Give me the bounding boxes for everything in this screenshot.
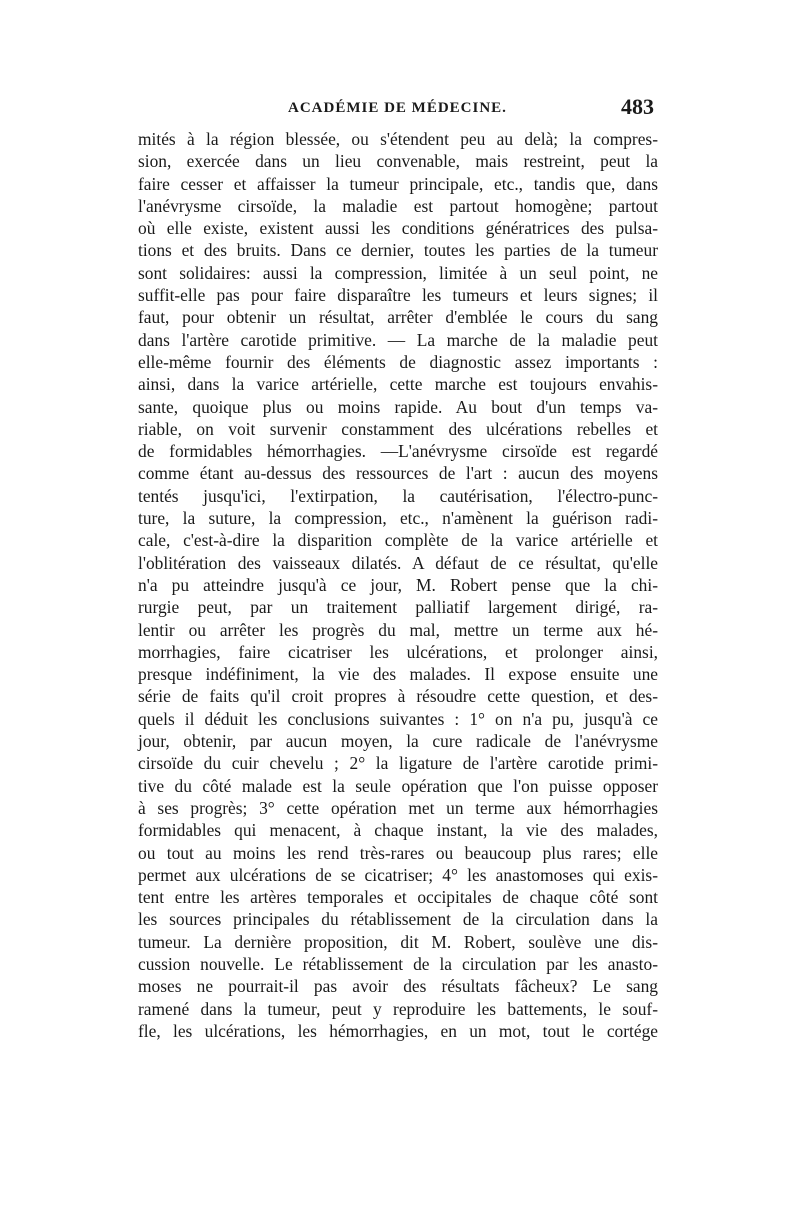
text-line: ture, la suture, la compression, etc., n'amènent la guérison radi- xyxy=(138,508,658,529)
text-line: permet aux ulcérations de se cicatriser; 4° les anastomoses qui exis- xyxy=(138,864,658,885)
text-line: n'a pu atteindre jusqu'à ce jour, M. Robert pense que la chi- xyxy=(138,574,658,595)
text-line: moses ne pourrait-il pas avoir des résultats fâcheux? Le sang xyxy=(138,976,658,997)
text-line: mités à la région blessée, ou s'étendent peu au delà; la compres- xyxy=(138,129,658,149)
text-line: cussion nouvelle. Le rétablissement de la circulation par les anasto- xyxy=(138,953,658,974)
text-line: tumeur. La dernière proposition, dit M. Robert, soulève une dis- xyxy=(138,931,658,952)
text-line: riable, on voit survenir constamment des ulcérations rebelles et xyxy=(138,418,658,439)
text-line: ramené dans la tumeur, peut y reproduire les battements, le souf- xyxy=(138,998,658,1019)
text-line: faut, pour obtenir un résultat, arrêter d'emblée le cours du sang xyxy=(138,307,658,328)
text-line: l'oblitération des vaisseaux dilatés. A défaut de ce résultat, qu'elle xyxy=(138,552,658,573)
text-line: jour, obtenir, par aucun moyen, la cure radicale de l'anévrysme xyxy=(138,731,658,752)
text-line: sante, quoique plus ou moins rapide. Au bout d'un temps va- xyxy=(138,396,658,417)
text-line: sion, exercée dans un lieu convenable, mais restreint, peut la xyxy=(138,151,658,172)
text-line: faire cesser et affaisser la tumeur principale, etc., tandis que, dans xyxy=(138,173,658,194)
text-line: quels il déduit les conclusions suivantes : 1° on n'a pu, jusqu'à ce xyxy=(138,708,658,729)
text-line: lentir ou arrêter les progrès du mal, mettre un terme aux hé- xyxy=(138,619,658,640)
text-line: de formidables hémorrhagies. —L'anévrysme cirsoïde est regardé xyxy=(138,441,658,462)
text-line: série de faits qu'il croit propres à résoudre cette question, et des- xyxy=(138,686,658,707)
running-head xyxy=(138,94,654,122)
text-line: morrhagies, faire cicatriser les ulcérations, et prolonger ainsi, xyxy=(138,641,658,662)
running-head-title: ACADÉMIE DE MÉDECINE. xyxy=(288,100,507,116)
body-text xyxy=(138,128,658,1042)
text-line: cale, c'est-à-dire la disparition complète de la varice artérielle et xyxy=(138,530,658,551)
text-line: sont solidaires: aussi la compression, limitée à un seul point, ne xyxy=(138,262,658,283)
text-line: suffit-elle pas pour faire disparaître les tumeurs et leurs signes; il xyxy=(138,285,658,306)
text-line: formidables qui menacent, à chaque instant, la vie des malades, xyxy=(138,820,658,841)
text-line: elle-même fournir des éléments de diagnostic assez importants : xyxy=(138,351,658,372)
text-line: l'anévrysme cirsoïde, la maladie est partout homogène; partout xyxy=(138,195,658,216)
text-line: où elle existe, existent aussi les conditions génératrices des pulsa- xyxy=(138,218,658,239)
text-line: à ses progrès; 3° cette opération met un terme aux hémorrhagies xyxy=(138,797,658,818)
text-line: tions et des bruits. Dans ce dernier, toutes les parties de la tumeur xyxy=(138,240,658,261)
text-line: dans l'artère carotide primitive. — La marche de la maladie peut xyxy=(138,329,658,350)
text-line: comme étant au-dessus des ressources de l'art : aucun des moyens xyxy=(138,463,658,484)
text-line: tive du côté malade est la seule opération que l'on puisse opposer xyxy=(138,775,658,796)
text-line: rurgie peut, par un traitement palliatif largement dirigé, ra- xyxy=(138,597,658,618)
text-line: les sources principales du rétablissement de la circulation dans la xyxy=(138,909,658,930)
text-line: ou tout au moins les rend très-rares ou beaucoup plus rares; elle xyxy=(138,842,658,863)
text-line: presque indéfiniment, la vie des malades. Il expose ensuite une xyxy=(138,664,658,685)
text-line: tentés jusqu'ici, l'extirpation, la cautérisation, l'électro-punc- xyxy=(138,485,658,506)
text-line: tent entre les artères temporales et occipitales de chaque côté sont xyxy=(138,887,658,908)
text-line: cirsoïde du cuir chevelu ; 2° la ligature de l'artère carotide primi- xyxy=(138,753,658,774)
text-line: ainsi, dans la varice artérielle, cette marche est toujours envahis- xyxy=(138,374,658,395)
page-number: 483 xyxy=(621,94,654,119)
text-line: fle, les ulcérations, les hémorrhagies, en un mot, tout le cortége xyxy=(138,1020,658,1041)
